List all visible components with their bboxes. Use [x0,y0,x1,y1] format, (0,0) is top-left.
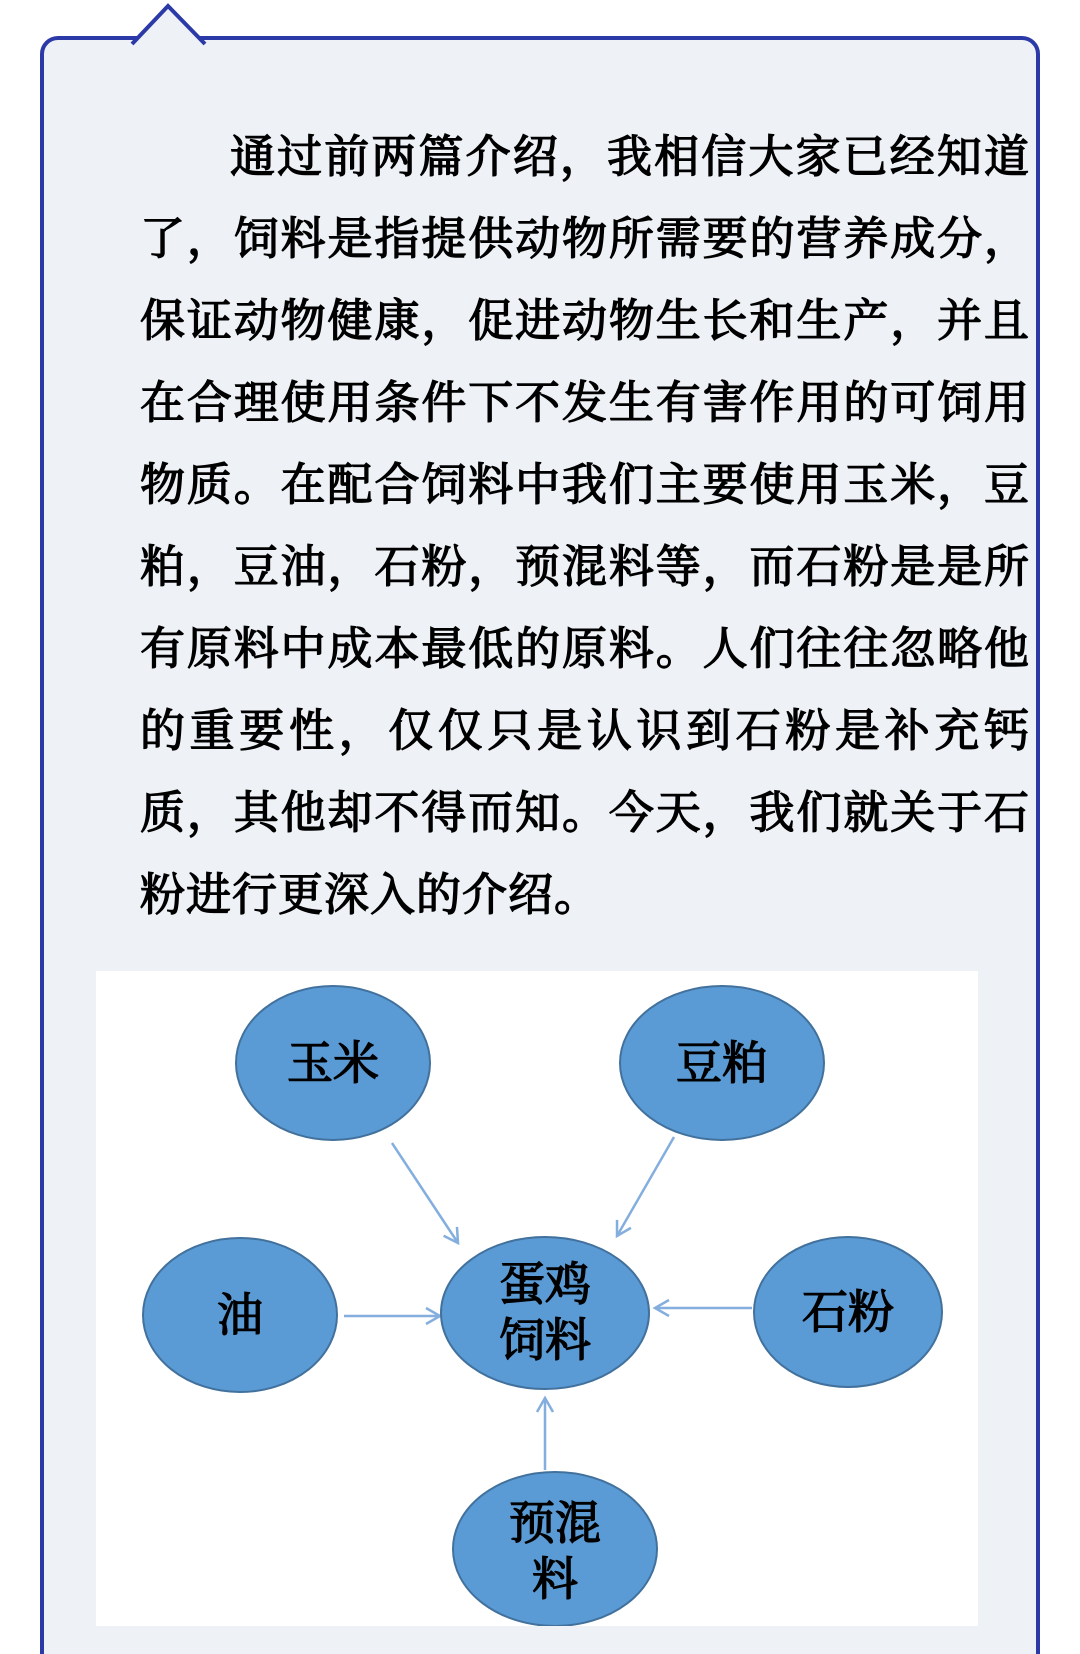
arrow-soybean-meal-to-feed-icon [617,1137,674,1236]
node-premix-label-line2: 料 [532,1554,578,1605]
node-stone-powder-label: 石粉 [802,1287,894,1338]
bubble-tail-icon [0,0,260,50]
arrow-corn-to-feed-icon [392,1143,458,1243]
node-corn-label: 玉米 [287,1038,379,1089]
diagram-panel [96,971,978,1626]
ingredients-diagram [96,971,978,1626]
node-oil-label: 油 [217,1290,263,1341]
article-paragraph: 通过前两篇介绍，我相信大家已经知道了，饲料是指提供动物所需要的营养成分，保证动物健康，促进动物生长和生产，并且在合理使用条件下不发生有害作用的可饲用物质。在配合饲料中我们主要使用玉米，豆粕，豆油，石粉，预混料等，而石粉是是所有原料中成本最低的原料。人们往往忽略他的重要性，仅仅只是认识到石粉是补充钙质，其他却不得而知。今天，我们就关于石粉进行更深入的介绍。 [140,131,1030,920]
node-premix-label-line1: 预混 [509,1498,601,1549]
node-layer-feed-label-line2: 饲料 [499,1315,591,1366]
node-layer-feed-label-line1: 蛋鸡 [499,1259,591,1310]
node-soybean-meal-label: 豆粕 [676,1038,768,1089]
